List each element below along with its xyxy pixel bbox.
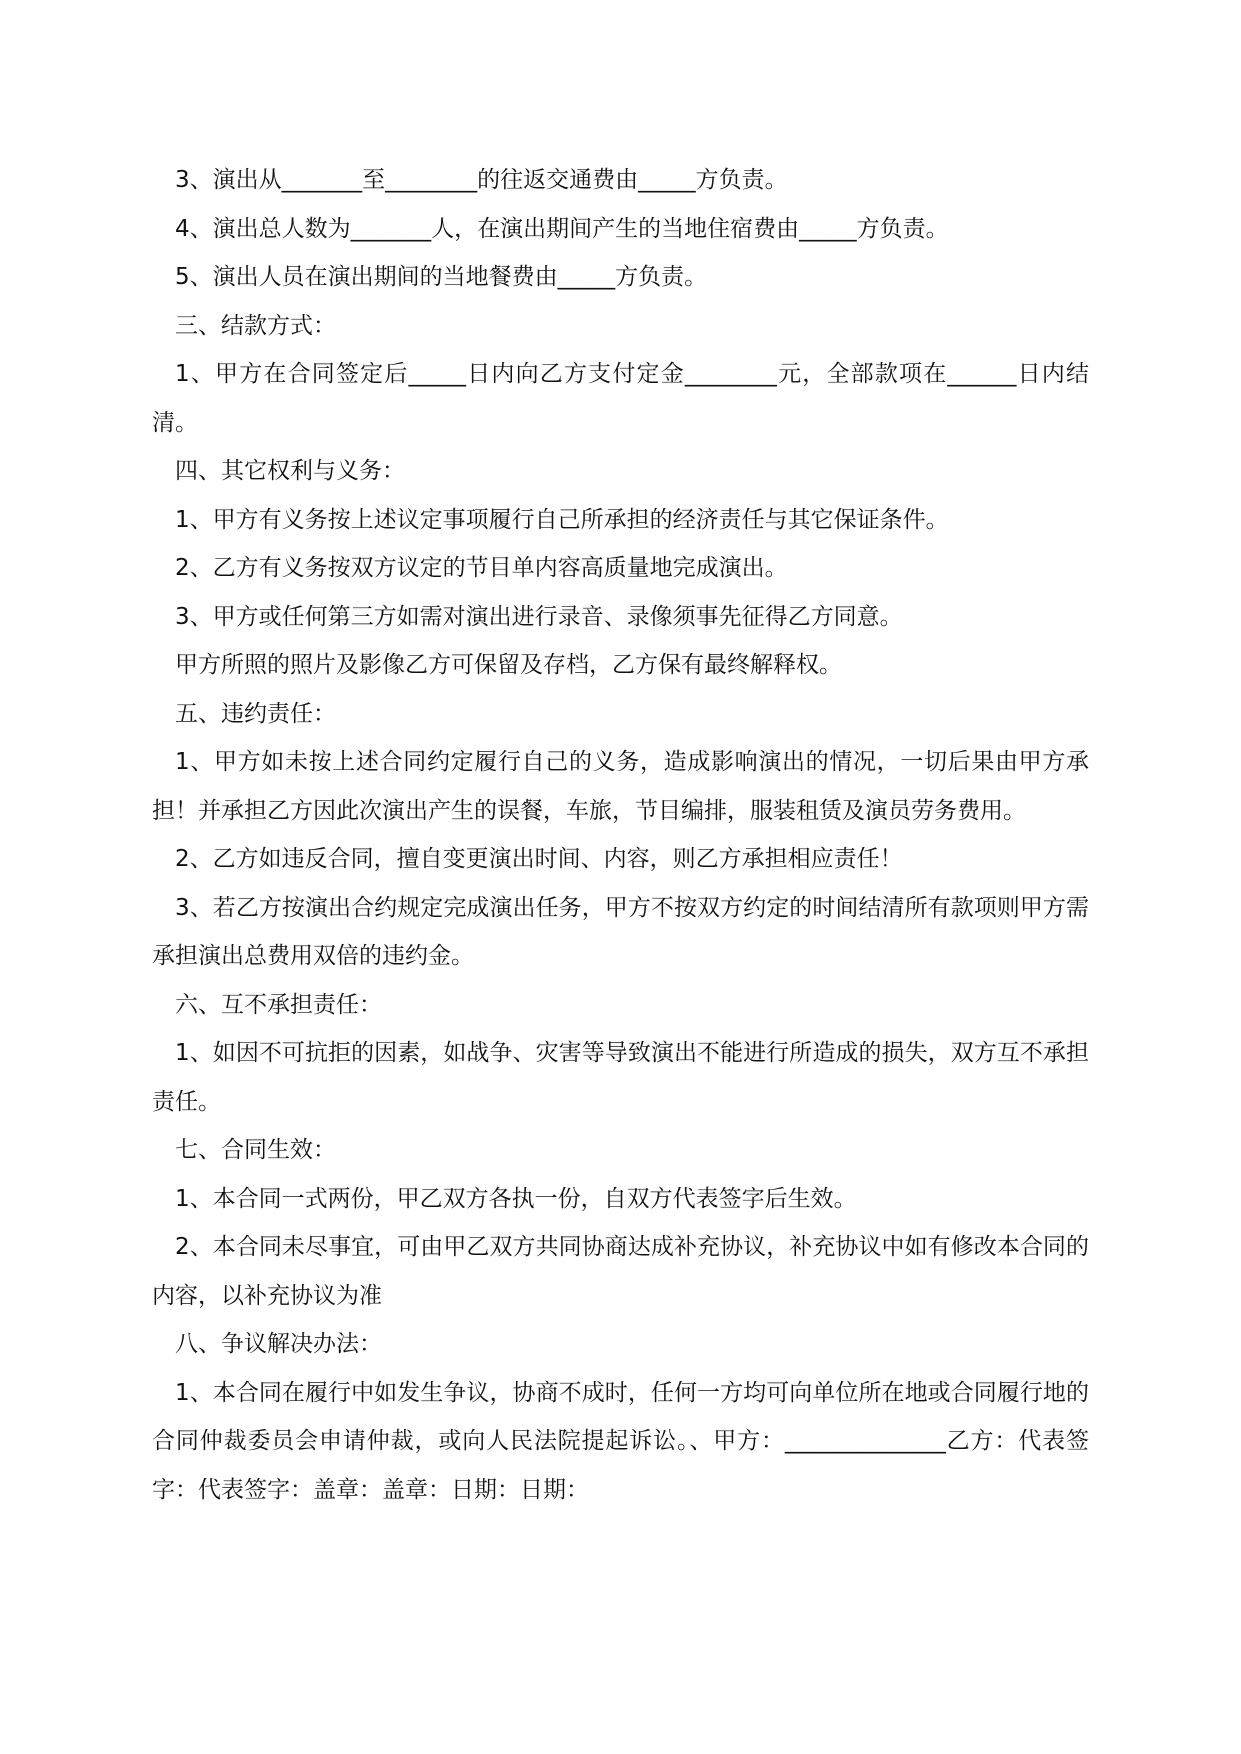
- section-heading-effect: 七、合同生效：: [175, 1137, 336, 1163]
- clause-3-transport: 3、演出从_______至________的往返交通费由_____方负责。: [175, 167, 788, 193]
- payment-clause-1: 1、甲方在合同签定后_____日内向乙方支付定金________元，全部款项在______日内结清。: [152, 361, 1089, 436]
- section-heading-rights: 四、其它权利与义务：: [175, 458, 405, 484]
- breach-clause-3: 3、若乙方按演出合约规定完成演出任务，甲方不按双方约定的时间结清所有款项则甲方需承担演出总费用双倍的违约金。: [152, 894, 1089, 969]
- breach-clause-2: 2、乙方如违反合同，擅自变更演出时间、内容，则乙方承担相应责任！: [175, 846, 903, 872]
- contract-body: [152, 156, 1089, 1514]
- rights-clause-3: 3、甲方或任何第三方如需对演出进行录音、录像须事先征得乙方同意。: [175, 603, 903, 630]
- rights-clause-3-cont: 甲方所照的照片及影像乙方可保留及存档，乙方保有最终解释权。: [175, 652, 842, 678]
- clause-4-accommodation: 4、演出总人数为_______人，在演出期间产生的当地住宿费由_____方负责。: [175, 215, 949, 242]
- section-heading-breach: 五、违约责任：: [175, 700, 336, 727]
- rights-clause-1: 1、甲方有义务按上述议定事项履行自己所承担的经济责任与其它保证条件。: [175, 506, 949, 533]
- section-heading-force-majeure: 六、互不承担责任：: [175, 991, 382, 1018]
- breach-clause-1: 1、甲方如未按上述合同约定履行自己的义务，造成影响演出的情况，一切后果由甲方承担！并承担乙方因此次演出产生的误餐，车旅，节目编排，服装租赁及演员劳务费用。: [152, 749, 1089, 824]
- rights-clause-2: 2、乙方有义务按双方议定的节目单内容高质量地完成演出。: [175, 555, 788, 581]
- section-heading-payment: 三、结款方式：: [175, 312, 336, 339]
- section-heading-dispute: 八、争议解决办法：: [175, 1331, 382, 1357]
- clause-5-meals: 5、演出人员在演出期间的当地餐费由_____方负责。: [175, 264, 708, 290]
- effect-clause-1: 1、本合同一式两份，甲乙双方各执一份，自双方代表签字后生效。: [175, 1185, 857, 1212]
- force-majeure-clause-1: 1、如因不可抗拒的因素，如战争、灾害等导致演出不能进行所造成的损失，双方互不承担责任。: [152, 1040, 1089, 1115]
- effect-clause-2: 2、本合同未尽事宜，可由甲乙双方共同协商达成补充协议，补充协议中如有修改本合同的内容，以补充协议为准: [152, 1234, 1089, 1309]
- dispute-clause-1: 1、本合同在履行中如发生争议，协商不成时，任何一方均可向单位所在地或合同履行地的合同仲裁委员会申请仲裁，或向人民法院提起诉讼。、甲方：______________乙方：代表签字：代表签字：盖章：盖章：日期：日期：: [152, 1379, 1089, 1503]
